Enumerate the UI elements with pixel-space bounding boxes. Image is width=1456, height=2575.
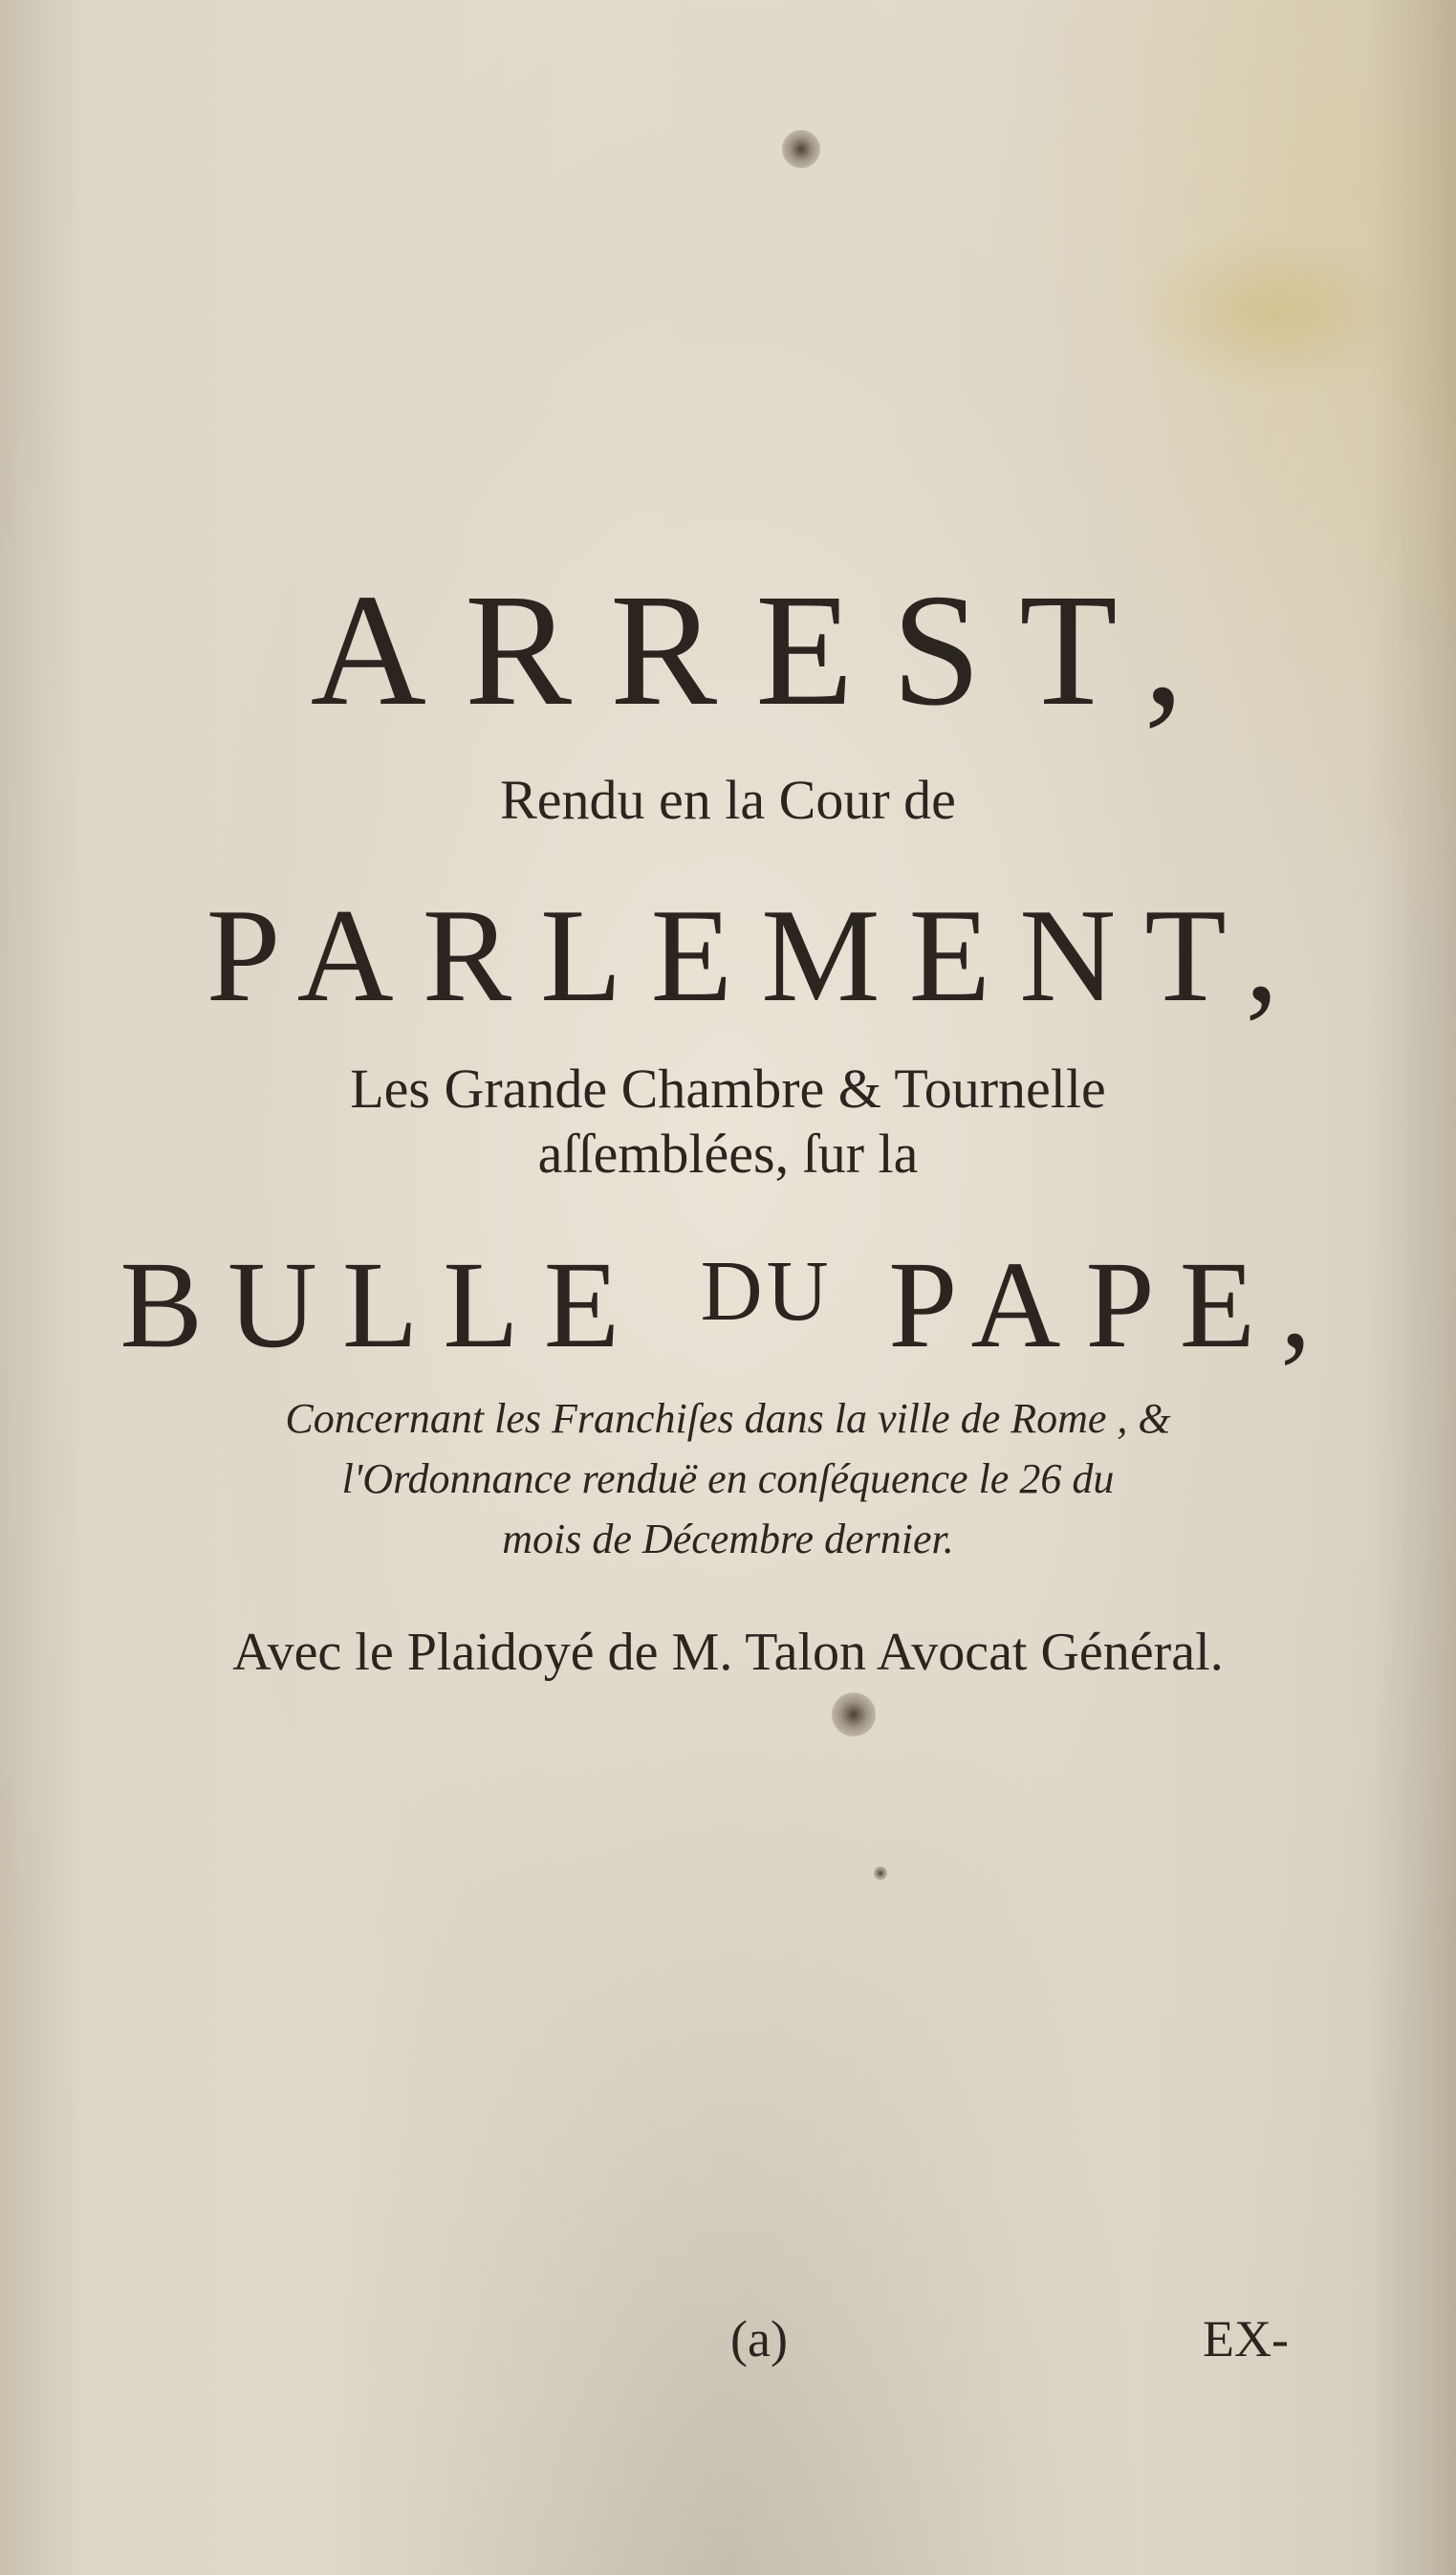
foxing-spot <box>782 130 820 168</box>
concernant-line-2: l'Ordonnance renduë en conſéquence le 26 du <box>341 1455 1115 1502</box>
subtitle-chambre: Les Grande Chambre & Tournelle <box>350 1058 1106 1120</box>
plaidoye-line: Avec le Plaidoyé de M. Talon Avocat Général. <box>232 1623 1224 1682</box>
title-bulle: BULLE <box>120 1236 645 1374</box>
title-parlement: PARLEMENT, <box>206 882 1308 1030</box>
foxing-spot <box>874 1866 887 1880</box>
title-pape: PAPE, <box>888 1236 1336 1374</box>
catchword: EX- <box>1203 2310 1289 2368</box>
subtitle-rendu: Rendu en la Cour de <box>500 769 956 831</box>
subtitle-assemblees: aſſemblées, ſur la <box>537 1123 919 1185</box>
title-bulle-du-pape <box>0 1236 1456 1374</box>
title-arrest: ARREST, <box>310 561 1223 739</box>
signature-mark: (a) <box>730 2310 788 2368</box>
water-stain <box>1128 229 1415 392</box>
concernant-line-3: mois de Décembre dernier. <box>502 1516 954 1562</box>
foxing-spot <box>832 1692 876 1736</box>
concernant-line-1: Concernant les Franchiſes dans la ville de Rome , & <box>285 1395 1171 1442</box>
title-du: DU <box>700 1244 833 1339</box>
